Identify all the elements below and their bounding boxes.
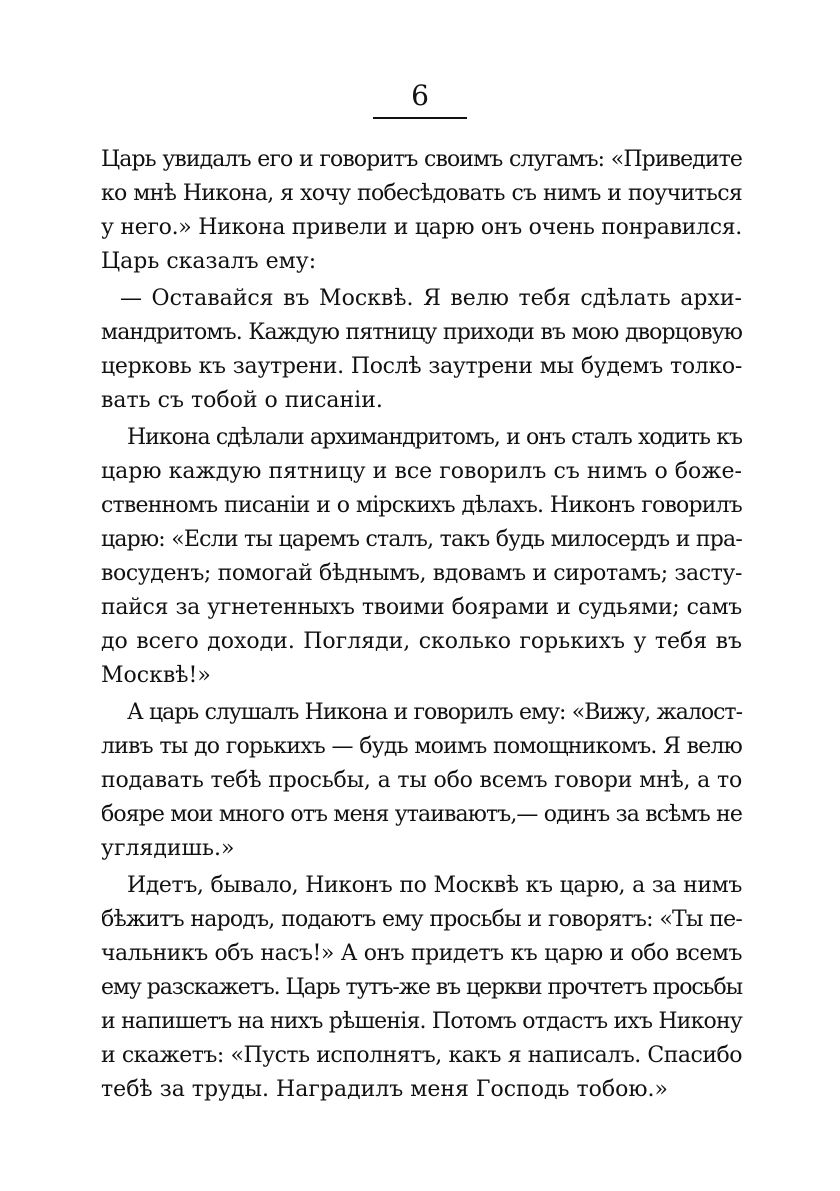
text-line: до всего доходи. Погляди, сколько горькихъ у тебя въ (101, 629, 742, 654)
text-line: Никона сдѣлали архимандритомъ, и онъ сталъ ходить къ (127, 425, 742, 450)
text-line: ливъ ты до горькихъ — будь моимъ помощникомъ. Я велю (101, 734, 742, 759)
text-line: подавать тебѣ просьбы, а ты обо всемъ говори мнѣ, а то (101, 768, 742, 793)
text-line: Царь сказалъ ему: (101, 249, 317, 274)
text-line: бѣжитъ народъ, подаютъ ему просьбы и говорятъ: «Ты пе- (101, 907, 742, 932)
text-line: тебѣ за труды. Наградилъ меня Господь тобою.» (101, 1077, 668, 1102)
text-line: и скажетъ: «Пусть исполнятъ, какъ я написалъ. Спасибо (101, 1043, 742, 1068)
text-line: и напишетъ на нихъ рѣшенія. Потомъ отдастъ ихъ Никону (101, 1009, 742, 1034)
text-line: ко мнѣ Никона, я хочу побесѣдовать съ нимъ и поучиться (101, 181, 742, 206)
text-line: Москвѣ!» (101, 663, 211, 688)
text-line: мандритомъ. Каждую пятницу приходи въ мою дворцовую (101, 320, 742, 345)
header-rule (373, 117, 467, 119)
text-line: углядишь.» (101, 836, 235, 861)
text-line: ственномъ писаніи и о мірскихъ дѣлахъ. Никонъ говорилъ (101, 493, 742, 518)
text-line: царю: «Если ты царемъ сталъ, такъ будь милосердъ и пра- (101, 527, 742, 552)
text-line: пайся за угнетенныхъ твоими боярами и судьями; самъ (101, 595, 742, 620)
text-line: у него.» Никона привели и царю онъ очень понравился. (101, 215, 742, 240)
text-line: Царь увидалъ его и говоритъ своимъ слугамъ: «Приведите (101, 147, 742, 172)
text-line: Идетъ, бывало, Никонъ по Москвѣ къ царю, а за нимъ (127, 873, 742, 898)
text-line: ему разскажетъ. Царь тутъ-же въ церкви прочтетъ просьбы (101, 975, 742, 1000)
page-number: 6 (411, 79, 429, 112)
text-line: — Оставайся въ Москвѣ. Я велю тебя сдѣлать архи- (120, 286, 742, 311)
text-line: вать съ тобой о писаніи. (101, 388, 383, 413)
text-line: восуденъ; помогай бѣднымъ, вдовамъ и сиротамъ; засту- (101, 561, 742, 586)
text-line: чальникъ объ насъ!» А онъ придетъ къ царю и обо всемъ (101, 941, 742, 966)
text-line: церковь къ заутрени. Послѣ заутрени мы будемъ толко- (101, 354, 742, 379)
text-line: царю каждую пятницу и все говорилъ съ нимъ о боже- (101, 459, 742, 484)
text-line: бояре мои много отъ меня утаиваютъ,— одинъ за всѣмъ не (101, 802, 742, 827)
text-line: А царь слушалъ Никона и говорилъ ему: «Вижу, жалост- (127, 700, 742, 725)
